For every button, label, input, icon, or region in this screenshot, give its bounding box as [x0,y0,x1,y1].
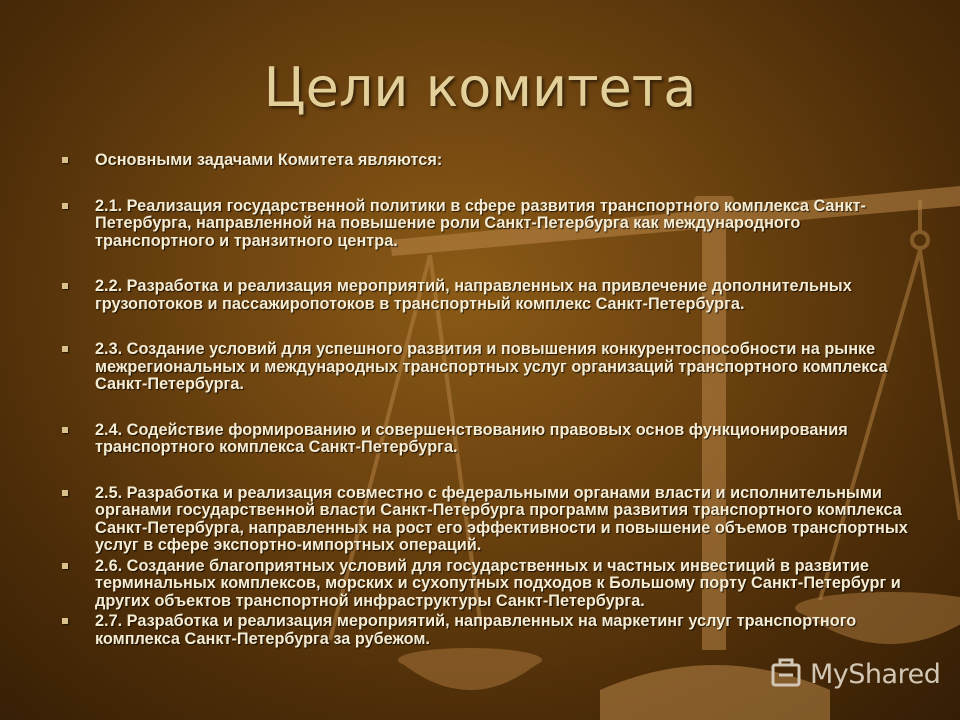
bullet-text: 2.5. Разработка и реализация совместно с федеральными органами власти и исполнительными органами государственной власти Санкт-Петербурга программ развития транспортного комплекса Санкт-Петербурга, направленных на рост его эффективности и повышение объемов транспортных услуг в сфере экспортно-импортных операций. [95,483,908,554]
bullet-text: 2.1. Реализация государственной политики в сфере развития транспортного комплекса Санкт-Петербурга, направленной на повышение роли Санкт-Петербурга как международного транспортного и транзитного центра. [95,196,866,250]
bullet-item [57,422,917,457]
bullet-square-icon [62,618,68,624]
bullet-square-icon [62,427,68,433]
bullet-text: 2.3. Создание условий для успешного развития и повышения конкурентоспособности на рынке межрегиональных и международных транспортных услуг организаций транспортного комплекса Санкт-Петербурга. [95,340,888,393]
bullet-square-icon [62,283,68,289]
myshared-logo-icon [768,656,804,692]
bullet-square-icon [62,490,68,496]
myshared-watermark [768,656,940,692]
bullet-text: 2.6. Создание благоприятных условий для государственных и частных инвестиций в развитие терминальных комплексов, морских и сухопутных подходов к Большому порту Санкт-Петербург и других объектов транспортной инфраструктуры Санкт-Петербурга. [95,556,901,610]
slide-title: Цели комитета [263,56,697,119]
bullet-item [57,198,917,251]
bullet-item [57,152,917,170]
bullet-square-icon [62,203,68,209]
bullet-text: Основными задачами Комитета являются: [95,151,443,169]
watermark-text: MyShared [810,658,941,690]
bullet-square-icon [62,563,68,569]
bullet-square-icon [62,346,68,352]
bullet-item [57,485,917,555]
bullet-text: 2.7. Разработка и реализация мероприятий, направленных на маркетинг услуг транспортного комплекса Санкт-Петербурга за рубежом. [95,612,857,648]
bullet-text: 2.2. Разработка и реализация мероприятий, направленных на привлечение дополнительных грузопотоков и пассажиропотоков в транспортный комплекс Санкт-Петербурга. [95,277,852,313]
bullet-item [57,613,917,648]
bullet-item [57,341,917,394]
bullet-item [57,558,917,611]
bullet-square-icon [62,157,68,163]
bullet-item [57,278,917,313]
bullet-text: 2.4. Содействие формированию и совершенствованию правовых основ функционирования транспортного комплекса Санкт-Петербурга. [95,420,848,456]
goals-bullet-list [57,152,917,648]
